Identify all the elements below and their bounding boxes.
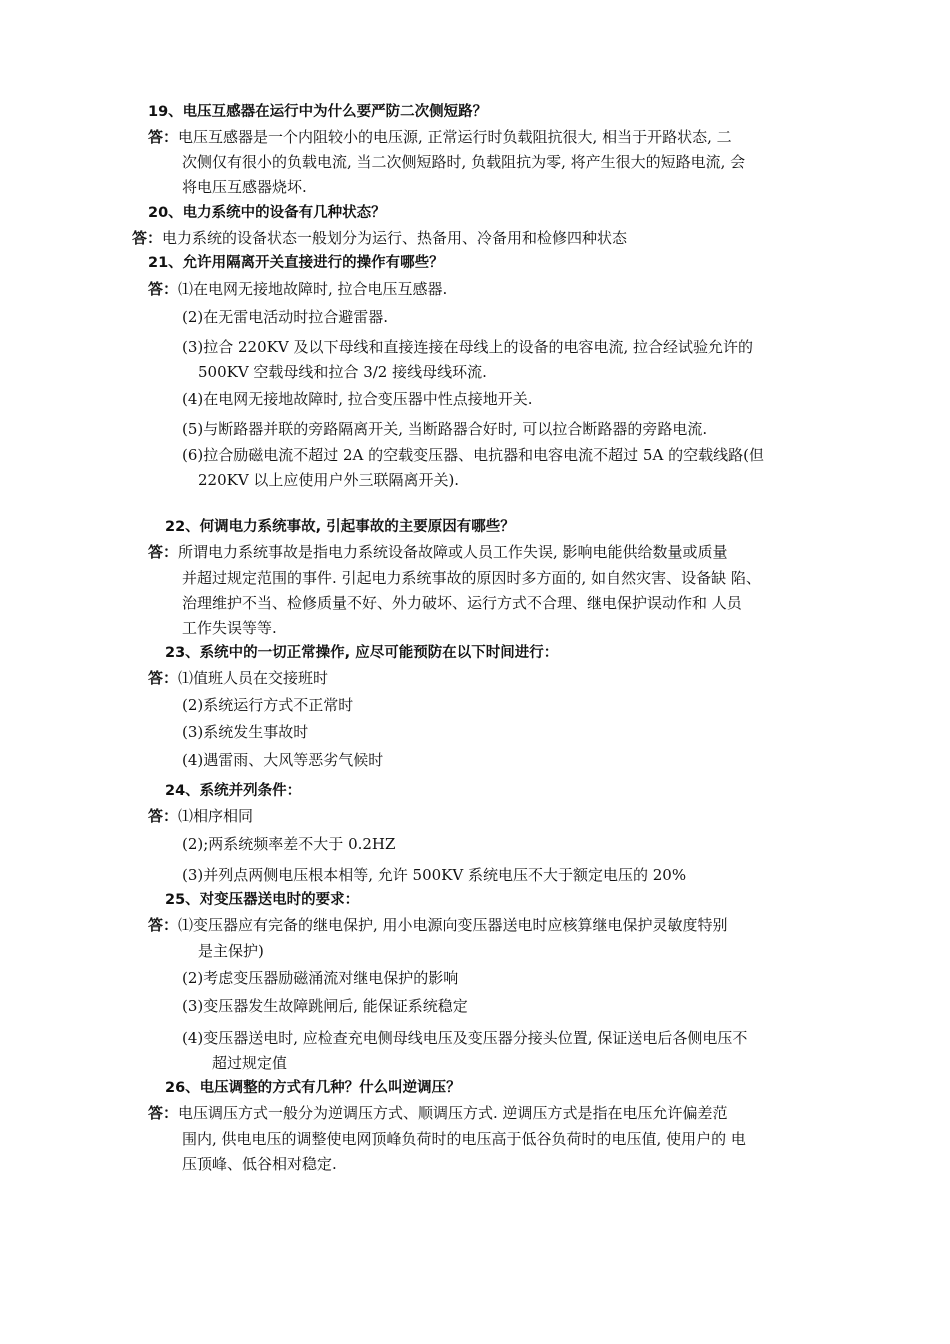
answer-text: 电压调压方式一般分为逆调压方式、顺调压方式. 逆调压方式是指在电压允许偏差范 xyxy=(178,1104,728,1122)
text-line: (5)与断路器并联的旁路隔离开关, 当断路器合好时, 可以拉合断路器的旁路电流. xyxy=(182,420,708,438)
answer-line xyxy=(148,805,253,827)
answer-label: 答： xyxy=(148,669,179,687)
answer-text: ⑴在电网无接地故障时, 拉合电压互感器. xyxy=(178,280,448,298)
text-line: (3)拉合 220KV 及以下母线和直接连接在母线上的设备的电容电流, 拉合经试验允许的 xyxy=(182,338,753,356)
text-line: (2);两系统频率差不大于 0.2HZ xyxy=(182,835,396,853)
question-heading: 22、何调电力系统事故, 引起事故的主要原因有哪些？ xyxy=(165,519,515,535)
answer-text: ⑴变压器应有完备的继电保护, 用小电源向变压器送电时应核算继电保护灵敏度特别 xyxy=(178,916,728,934)
answer-text: ⑴值班人员在交接班时 xyxy=(178,669,329,687)
text-line: (4)在电网无接地故障时, 拉合变压器中性点接地开关. xyxy=(182,390,533,408)
answer-label: 答： xyxy=(148,128,179,146)
answer-line xyxy=(148,914,728,936)
text-line: 并超过规定范围的事件. 引起电力系统事故的原因时多方面的, 如自然灾害、设备缺 陷、 xyxy=(182,569,761,587)
answer-label: 答： xyxy=(132,229,163,247)
text-line: (2)考虑变压器励磁涌流对继电保护的影响 xyxy=(182,969,459,987)
text-line: 是主保护) xyxy=(198,942,264,960)
text-line: (3)系统发生事故时 xyxy=(182,723,309,741)
text-line: (3)变压器发生故障跳闸后, 能保证系统稳定 xyxy=(182,997,468,1015)
question-heading: 24、系统并列条件： xyxy=(165,783,302,799)
answer-text: 电压互感器是一个内阻较小的电压源, 正常运行时负载阻抗很大, 相当于开路状态, 二 xyxy=(178,128,732,146)
answer-line xyxy=(132,227,627,249)
text-line: 将电压互感器烧坏. xyxy=(182,178,307,196)
question-heading: 19、电压互感器在运行中为什么要严防二次侧短路？ xyxy=(148,104,488,120)
text-line: 次侧仅有很小的负载电流, 当二次侧短路时, 负载阻抗为零, 将产生很大的短路电流, 会 xyxy=(182,153,746,171)
text-line: (4)变压器送电时, 应检查充电侧母线电压及变压器分接头位置, 保证送电后各侧电压不 xyxy=(182,1029,748,1047)
text-line: 围内, 供电电压的调整使电网顶峰负荷时的电压高于低谷负荷时的电压值, 使用户的 电 xyxy=(182,1130,746,1148)
text-line: (2)系统运行方式不正常时 xyxy=(182,696,354,714)
answer-line xyxy=(148,278,447,300)
answer-text: ⑴相序相同 xyxy=(178,807,254,825)
text-line: 压顶峰、低谷相对稳定. xyxy=(182,1155,337,1173)
answer-label: 答： xyxy=(148,916,179,934)
text-line: 220KV 以上应使用户外三联隔离开关). xyxy=(198,471,460,489)
answer-label: 答： xyxy=(148,280,179,298)
question-heading: 25、对变压器送电时的要求： xyxy=(165,892,360,908)
answer-text: 所谓电力系统事故是指电力系统设备故障或人员工作失误, 影响电能供给数量或质量 xyxy=(178,543,728,561)
answer-label: 答： xyxy=(148,807,179,825)
text-line: (6)拉合励磁电流不超过 2A 的空载变压器、电抗器和电容电流不超过 5A 的空载线路(但 xyxy=(182,446,764,464)
question-heading: 23、系统中的一切正常操作, 应尽可能预防在以下时间进行： xyxy=(165,645,559,661)
answer-line xyxy=(148,126,732,148)
text-line: (2)在无雷电活动时拉合避雷器. xyxy=(182,308,389,326)
question-heading: 21、允许用隔离开关直接进行的操作有哪些？ xyxy=(148,255,444,271)
answer-line xyxy=(148,541,728,563)
text-line: 工作失误等等. xyxy=(182,619,277,637)
text-line: 治理维护不当、检修质量不好、外力破坏、运行方式不合理、继电保护误动作和 人员 xyxy=(182,594,742,612)
text-line: 500KV 空载母线和拉合 3/2 接线母线环流. xyxy=(198,363,487,381)
text-line: (4)遇雷雨、大风等恶劣气候时 xyxy=(182,751,384,769)
answer-text: 电力系统的设备状态一般划分为运行、热备用、冷备用和检修四种状态 xyxy=(162,229,628,247)
answer-line xyxy=(148,1102,728,1124)
answer-label: 答： xyxy=(148,543,179,561)
text-line: (3)并列点两侧电压根本相等, 允许 500KV 系统电压不大于额定电压的 20% xyxy=(182,866,687,884)
question-heading: 26、电压调整的方式有几种？什么叫逆调压？ xyxy=(165,1080,461,1096)
answer-label: 答： xyxy=(148,1104,179,1122)
answer-line xyxy=(148,667,328,689)
question-heading: 20、电力系统中的设备有几种状态？ xyxy=(148,205,386,221)
text-line: 超过规定值 xyxy=(212,1054,288,1072)
